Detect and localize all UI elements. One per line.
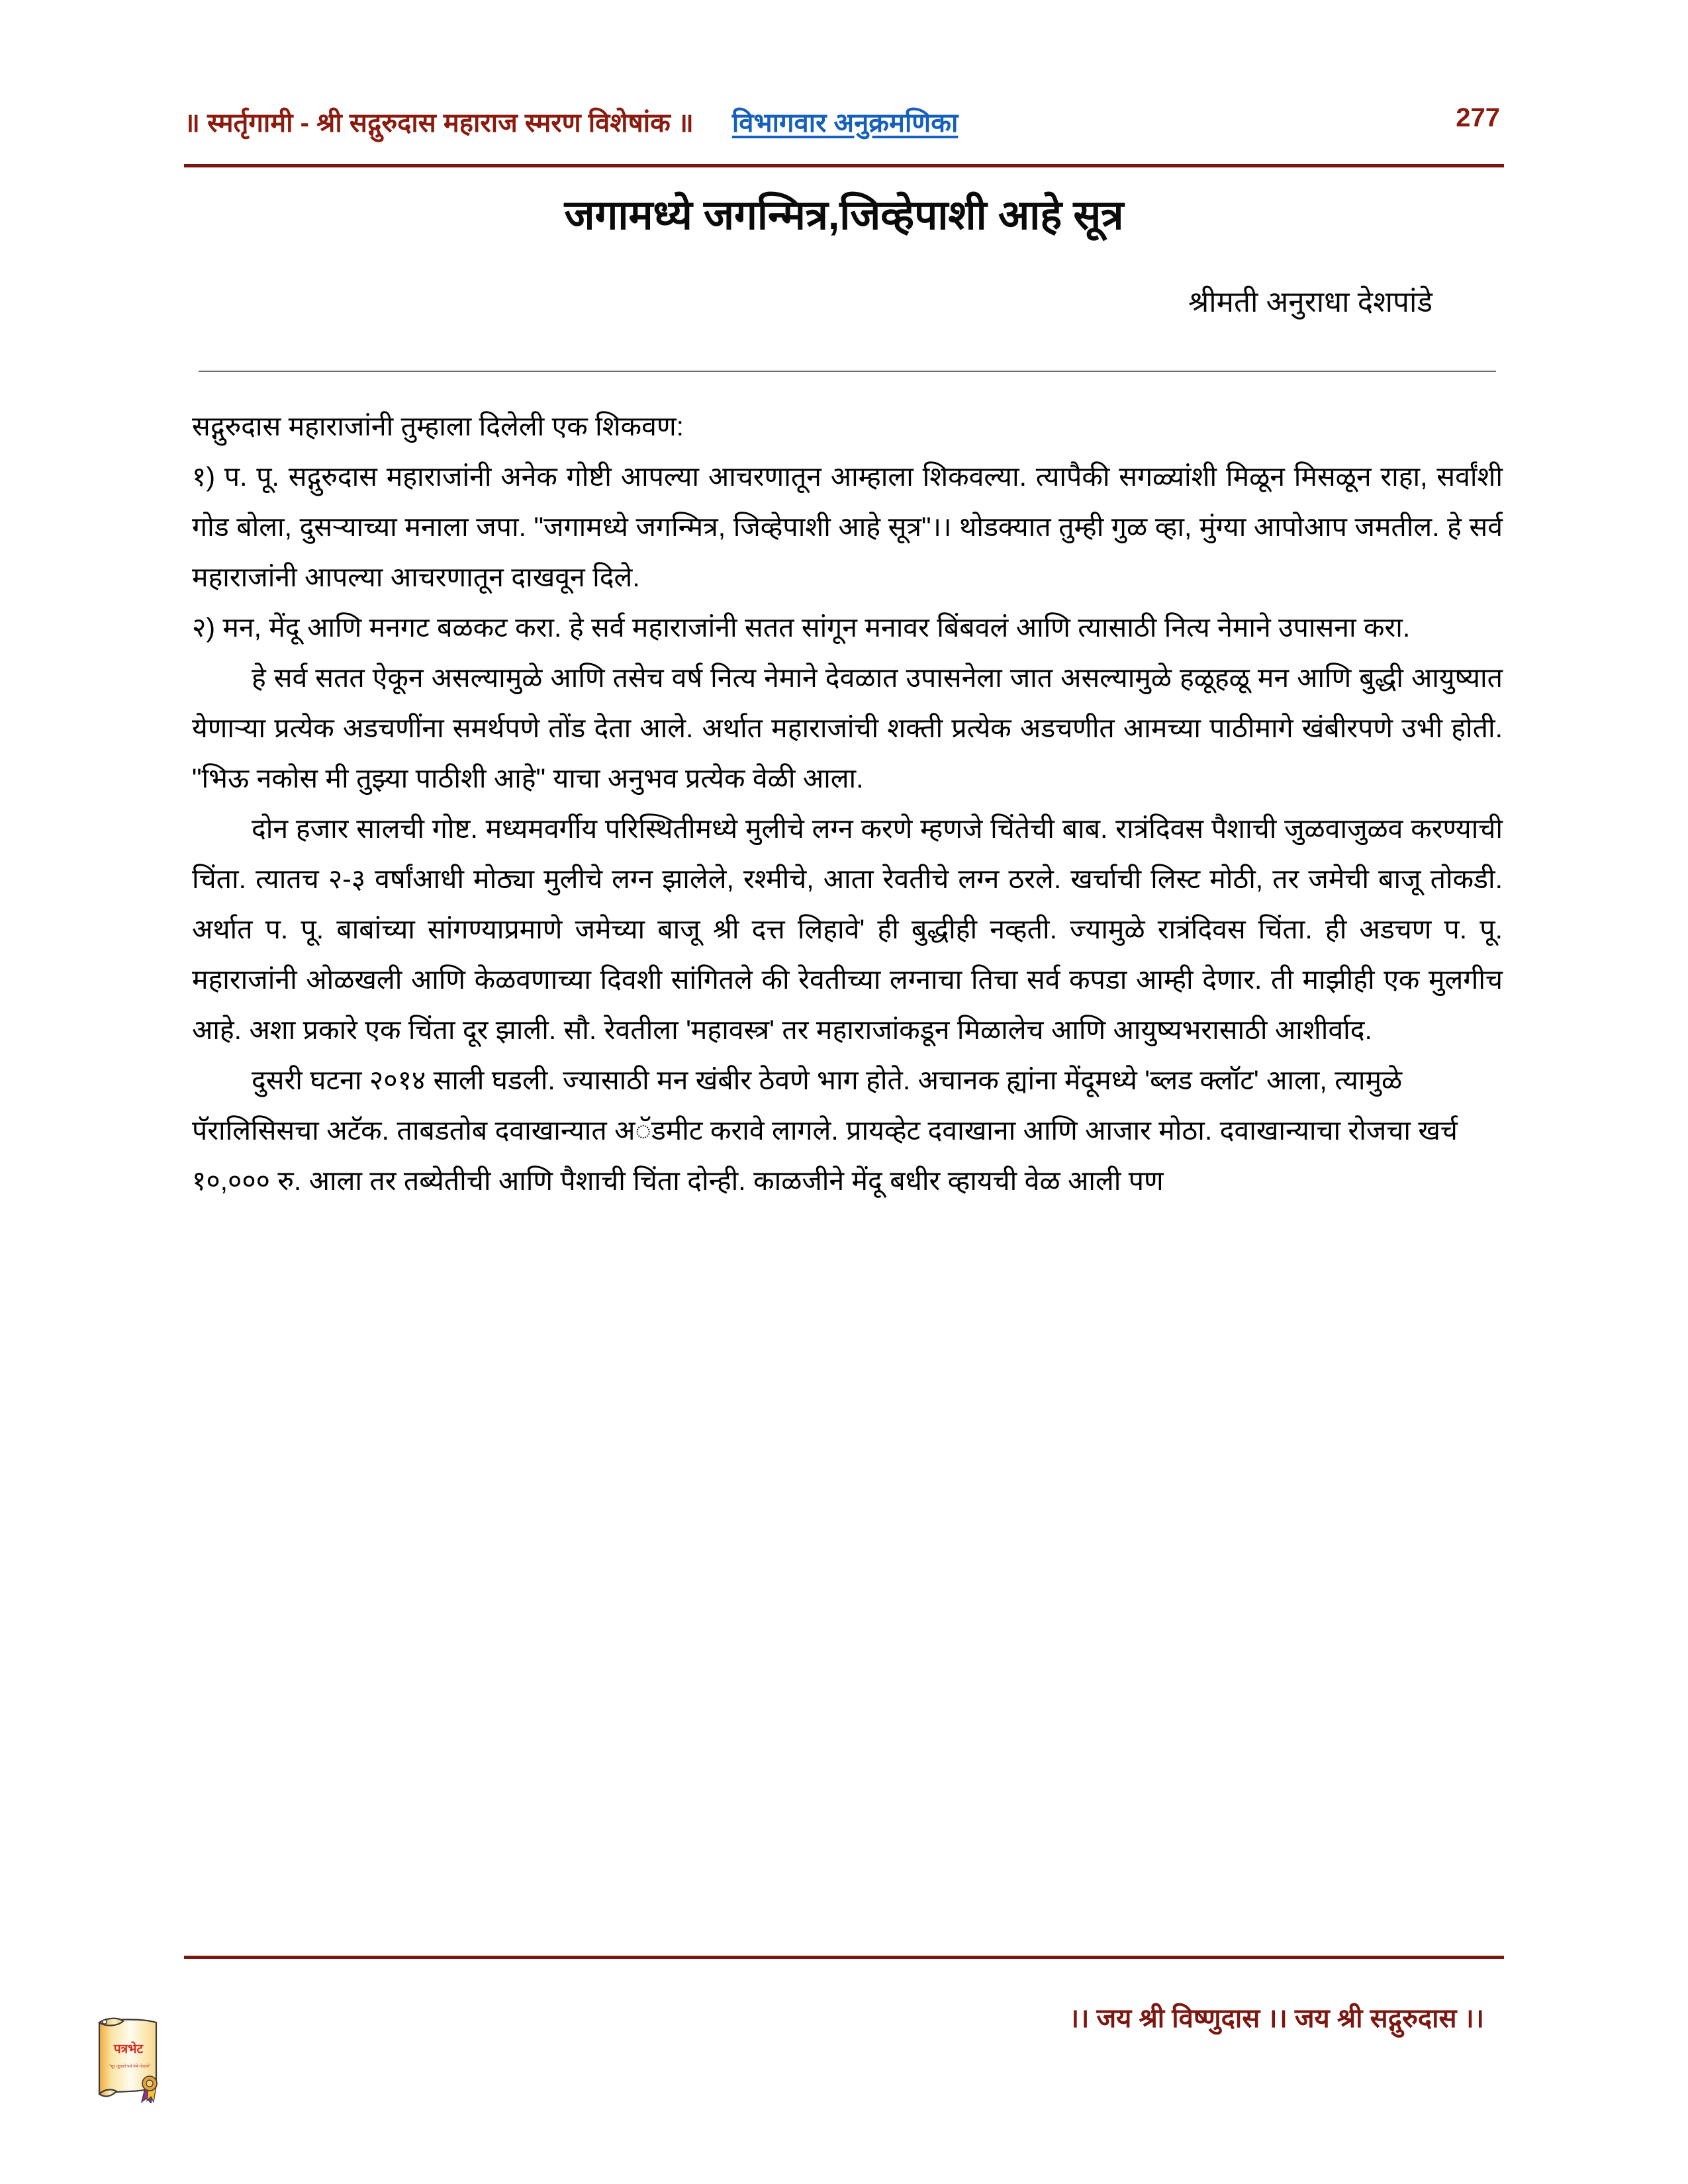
paragraph-intro: सद्गुरुदास महाराजांनी तुम्हाला दिलेली एक शिकवण: [192,411,684,441]
header-publication-title: ॥ स्मर्तृगामी - श्री सद्गुरुदास महाराज स्मरण विशेषांक ॥ [184,108,694,138]
paragraph-4: दोन हजार सालची गोष्ट. मध्यमवर्गीय परिस्थितीमध्ये मुलीचे लग्न करणे म्हणजे चिंतेची बाब. रात्रंदिवस पैशाची जुळवाजुळव करण्याची चिंता. त्यातच २-३ वर्षांआधी मोठ्या मुलीचे लग्न झालेले, रश्मीचे, आता रेवतीचे लग्न ठरले. खर्चाची लिस्ट मोठी, तर जमेची बाजू तोकडी. अर्थात प. पू. बाबांच्या सांगण्याप्रमाणे जमेच्या बाजू श्री दत्त लिहावे' ही बुद्धीही नव्हती. ज्यामुळे रात्रंदिवस चिंता. ही अडचण प. पू. महाराजांनी ओळखली आणि केळवणाच्या दिवशी सांगितले की रेवतीच्या लग्नाचा तिचा सर्व कपडा आम्ही देणार. ती माझीही एक मुलगीच आहे. अशा प्रकारे एक चिंता दूर झाली. सौ. रेवतीला 'महावस्त्र' तर महाराजांकडून मिळालेच आणि आयुष्यभरासाठी आशीर्वाद. [192,813,1503,1045]
logo-label: पत्रभेट [113,2042,144,2056]
paragraph-3: हे सर्व सतत ऐकून असल्यामुळे आणि तसेच वर्ष नित्य नेमाने देवळात उपासनेला जात असल्यामुळे हळूहळू मन आणि बुद्धी आयुष्यात येणाऱ्या प्रत्येक अडचणींना समर्थपणे तोंड देता आले. अर्थात महाराजांची शक्ती प्रत्येक अडचणीत आमच्या पाठीमागे खंबीरपणे उभी होती. "भिऊ नकोस मी तुझ्या पाठीशी आहे" याचा अनुभव प्रत्येक वेळी आला. [192,662,1503,794]
article-author: श्रीमती अनुराधा देशपांडे [1188,286,1432,318]
article-body [192,401,1503,1206]
paragraph-5: दुसरी घटना २०१४ साली घडली. ज्यासाठी मन खंबीर ठेवणे भाग होते. अचानक ह्यांना मेंदूमध्ये 'ब्लड क्लॉट' आला, त्यामुळे पॅरालिसिसचा अटॅक. ताबडतोब दवाखान्यात अॅडमीट करावे लागले. प्रायव्हेट दवाखाना आणि आजार मोठा. दवाखान्याचा रोजचा खर्च १०,००० रु. आला तर तब्येतीची आणि पैशाची चिंता दोन्ही. काळजीने मेंदू बधीर व्हायची वेळ आली पण [192,1065,1458,1196]
logo-tagline: "सूर जुळले पत्रे नेमे गोठावे" [109,2064,151,2069]
index-link[interactable]: विभागवार अनुक्रमणिका [731,108,959,138]
patrabhet-logo [93,2012,167,2103]
header-divider [184,164,1504,167]
article-title: जगामध्ये जगन्मित्र,जिव्हेपाशी आहे सूत्र [564,193,1124,238]
paragraph-point-2: २) मन, मेंदू आणि मनगट बळकट करा. हे सर्व महाराजांनी सतत सांगून मनावर बिंबवलं आणि त्यासाठी नित्य नेमाने उपासना करा. [192,612,1411,643]
page-header [184,99,1504,143]
footer-divider [184,1956,1504,1959]
paragraph-point-1: १) प. पू. सद्गुरुदास महाराजांनी अनेक गोष्टी आपल्या आचरणातून आम्हाला शिकवल्या. त्यापैकी सगळ्यांशी मिळून मिसळून राहा, सर्वांशी गोड बोला, दुसऱ्याच्या मनाला जपा. "जगामध्ये जगन्मित्र, जिव्हेपाशी आहे सूत्र"।। थोडक्यात तुम्ही गुळ व्हा, मुंग्या आपोआप जमतील. हे सर्व महाराजांनी आपल्या आचरणातून दाखवून दिले. [192,461,1503,592]
scroll-icon [93,2012,167,2103]
page-number: 277 [1456,103,1500,132]
title-divider [199,371,1496,372]
footer-mantra: ।। जय श्री विष्णुदास ।। जय श्री सद्गुरुदास ।। [1069,2004,1484,2033]
